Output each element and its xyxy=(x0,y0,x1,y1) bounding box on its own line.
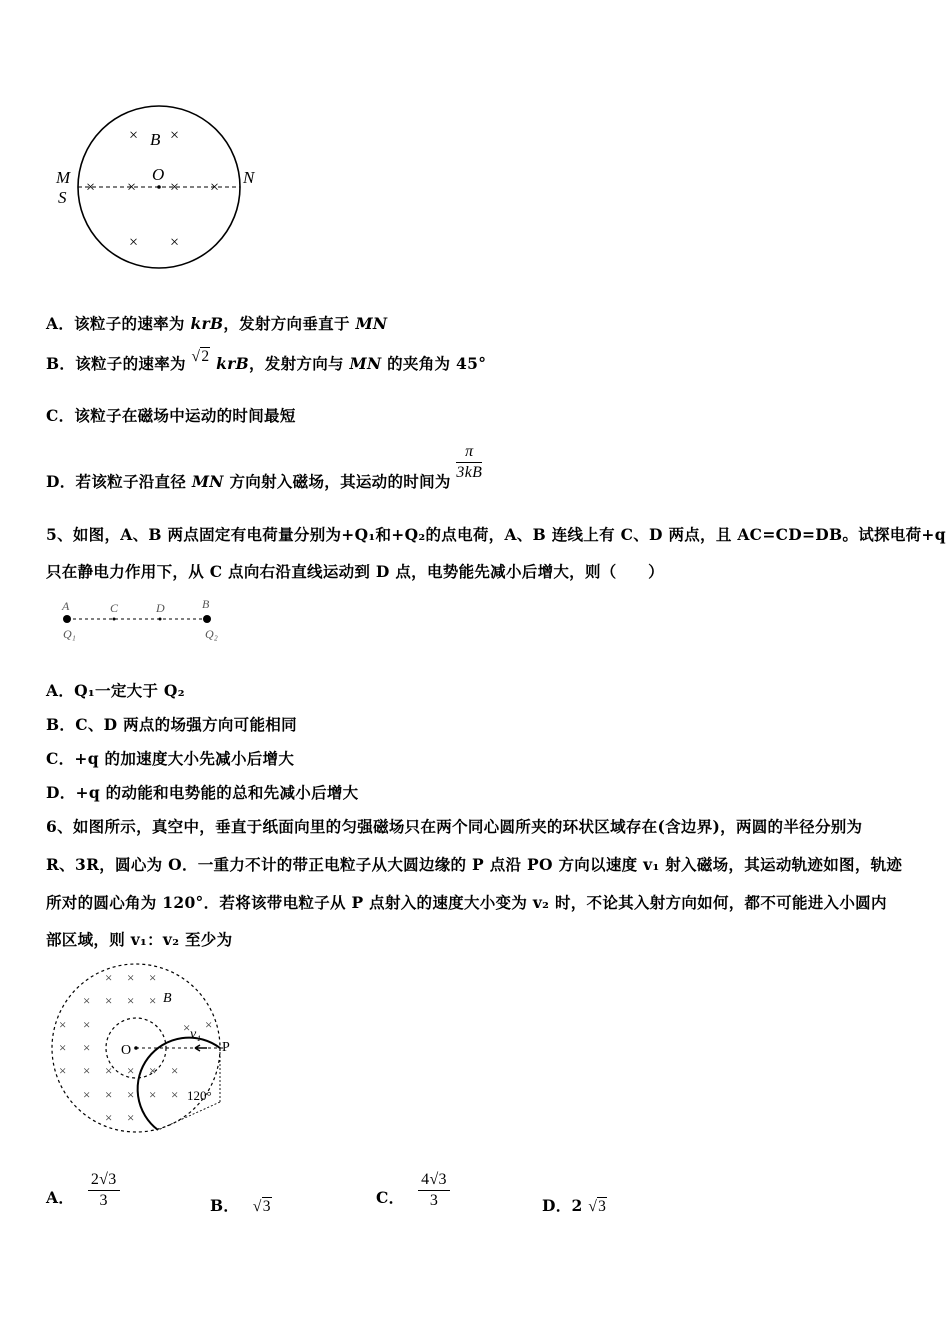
svg-text:×: × xyxy=(171,1087,179,1102)
svg-text:×: × xyxy=(59,1017,67,1032)
q6-option-c: C． $\frac{4√3}{3}$ xyxy=(376,1170,450,1211)
svg-text:×: × xyxy=(105,993,113,1008)
svg-text:×: × xyxy=(171,1063,179,1078)
label-angle: 120° xyxy=(187,1088,212,1103)
center-o-dot xyxy=(134,1046,138,1050)
point-c-dot xyxy=(113,618,116,621)
label-b: B xyxy=(163,991,172,1006)
svg-text:×: × xyxy=(59,1063,67,1078)
svg-text:×: × xyxy=(127,970,135,985)
charge-b-dot xyxy=(203,615,211,623)
label-q1: Q₁ xyxy=(63,627,76,641)
q5-stem-line1: 5、如图，A、B 两点固定有电荷量分别为+Q₁和+Q₂的点电荷，A、B 连线上有 C、D 两点，且 AC=CD=DB。试探电荷+q xyxy=(46,525,946,544)
cross-mark: × xyxy=(170,127,180,144)
svg-text:×: × xyxy=(127,1087,135,1102)
q6-stem-line2: R、3R，圆心为 O．一重力不计的带正电粒子从大圆边缘的 P 点沿 PO 方向以速度 v₁ 射入磁场，其运动轨迹如图，轨迹 xyxy=(46,855,903,874)
cross-mark: × xyxy=(129,127,139,144)
label-q2: Q₂ xyxy=(205,627,218,641)
cross-mark: × xyxy=(170,179,180,196)
label-m: M xyxy=(56,168,71,187)
q5-option-c: C．+q 的加速度大小先减小后增大 xyxy=(46,749,295,768)
figure-annulus-field xyxy=(45,962,245,1137)
q4-option-b: B．该粒子的速率为 √2 krB，发射方向与 MN 的夹角为 45° xyxy=(46,348,487,373)
svg-text:×: × xyxy=(59,1040,67,1055)
svg-text:×: × xyxy=(83,1017,91,1032)
label-p: P xyxy=(222,1040,230,1055)
q6-option-b: B． √3 xyxy=(210,1196,271,1215)
q4-option-d: D．若该粒子沿直径 MN 方向射入磁场，其运动的时间为 $\frac{\pi}{3kB}$ xyxy=(46,443,483,491)
label-v1: v₁ xyxy=(190,1027,202,1042)
cross-mark: × xyxy=(210,179,220,196)
svg-text:×: × xyxy=(183,1020,191,1035)
q5-option-d: D．+q 的动能和电势能的总和先减小后增大 xyxy=(46,783,359,802)
label-c: C xyxy=(110,601,119,615)
svg-text:×: × xyxy=(105,1110,113,1125)
cross-mark: × xyxy=(129,234,139,251)
figure-magnetic-circle xyxy=(50,100,270,280)
q5-option-b: B．C、D 两点的场强方向可能相同 xyxy=(46,715,297,734)
trajectory-radius-2 xyxy=(158,1102,220,1130)
q6-stem-line4: 部区域，则 v₁：v₂ 至少为 xyxy=(46,930,233,949)
fraction-pi-3kb: $\frac{\pi}{3kB}$ xyxy=(456,443,483,481)
cross-mark: × xyxy=(127,179,137,196)
figure-charges-line xyxy=(55,596,235,644)
svg-text:×: × xyxy=(205,1017,213,1032)
q5-option-a: A．Q₁一定大于 Q₂ xyxy=(46,681,185,700)
label-d: D xyxy=(156,601,165,615)
label-n: N xyxy=(243,168,255,187)
svg-text:×: × xyxy=(83,1040,91,1055)
svg-text:×: × xyxy=(105,1087,113,1102)
cross-mark: × xyxy=(86,179,96,196)
svg-text:×: × xyxy=(127,993,135,1008)
q5-stem-line2: 只在静电力作用下，从 C 点向右沿直线运动到 D 点，电势能先减小后增大，则（ ） xyxy=(46,562,664,581)
label-o: O xyxy=(152,165,165,184)
q4-option-c: C．该粒子在磁场中运动的时间最短 xyxy=(46,406,296,425)
label-s: S xyxy=(58,188,67,207)
point-d-dot xyxy=(159,618,162,621)
svg-text:×: × xyxy=(149,970,157,985)
charge-a-dot xyxy=(63,615,71,623)
label-a: A xyxy=(62,599,70,613)
svg-text:×: × xyxy=(83,993,91,1008)
svg-text:×: × xyxy=(149,993,157,1008)
svg-text:×: × xyxy=(83,1063,91,1078)
svg-text:×: × xyxy=(149,1087,157,1102)
q6-stem-line3: 所对的圆心角为 120°．若将该带电粒子从 P 点射入的速度大小变为 v₂ 时，不论其入射方向如何，都不可能进入小圆内 xyxy=(46,893,887,912)
q6-stem-line1: 6、如图所示，真空中，垂直于纸面向里的匀强磁场只在两个同心圆所夹的环状区域存在(含边界)，两圆的半径分别为 xyxy=(46,817,863,836)
label-b: B xyxy=(202,597,210,611)
svg-text:×: × xyxy=(105,1063,113,1078)
svg-text:×: × xyxy=(149,1063,157,1078)
svg-text:×: × xyxy=(83,1087,91,1102)
center-dot xyxy=(157,185,161,189)
v1-arrow xyxy=(195,1045,207,1051)
cross-mark: × xyxy=(170,234,180,251)
label-o: O xyxy=(121,1043,132,1058)
q6-option-d: D．2 √3 xyxy=(542,1196,607,1215)
q6-option-a: A． $\frac{2√3}{3}$ xyxy=(46,1170,120,1211)
svg-text:×: × xyxy=(127,1110,135,1125)
label-b: B xyxy=(150,130,161,149)
q4-option-a: A．该粒子的速率为 krB，发射方向垂直于 MN xyxy=(46,314,388,333)
svg-text:×: × xyxy=(105,970,113,985)
particle-trajectory xyxy=(138,1038,220,1130)
svg-text:×: × xyxy=(127,1063,135,1078)
